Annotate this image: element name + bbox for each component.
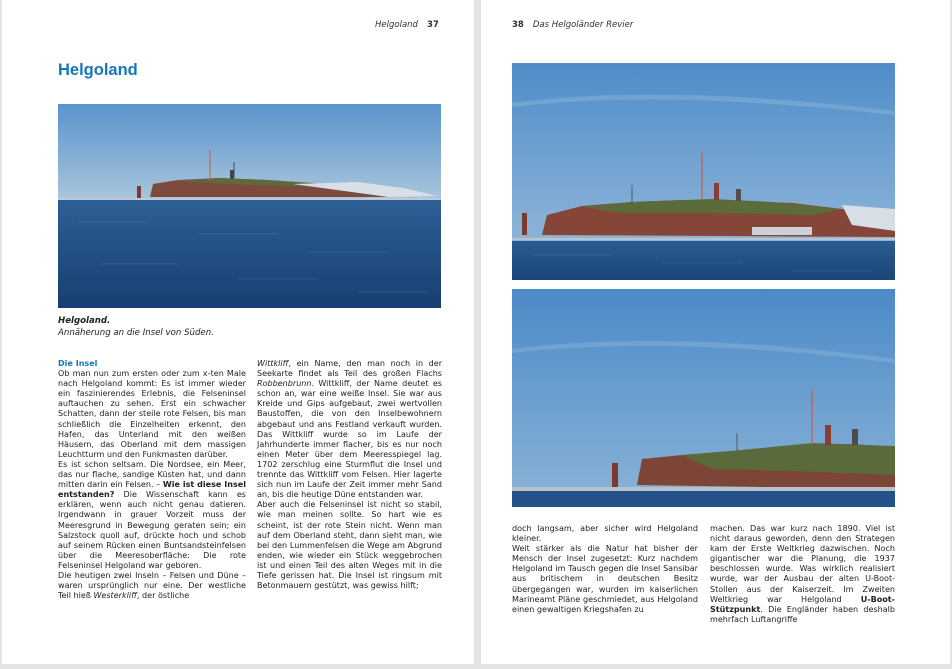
- paragraph-text: , der östliche: [136, 591, 190, 601]
- paragraph-text: . Die Engländer haben deshalb mehrfach Luftangriffe: [710, 604, 895, 624]
- paragraph-text: Weit stärker als die Natur hat bisher der Mensch der Insel zugesetzt: Kurz nachdem Helgoland im Tausch gegen die Insel Sansibar aus britischem in deutschen Besitz übergegangen war, wurden im kaiserlichen Marineamt Pläne geschmiedet, aus Helgoland einen gewaltigen Kriegshafen zu: [512, 544, 698, 614]
- photo-helgoland-top: [512, 63, 895, 280]
- paragraph-text: . Wittkliff, der Name deutet es schon an, war eine weiße Insel. Sie war aus Kreide und Gips aufgebaut, zwei wertvollen Baustoffen, die von den Inselbewohnern abgebaut und ans Festland verkauft wurden. Das Wittkliff wurde so im Laufe der Jahrhunderte immer flacher, bis es nur noch einen Meter über dem Meeresspiegel lag. 1702 zerschlug eine Sturmflut die Insel und trennte das Wittkliff vom Felsen. Hier lagerte sich nun im Laufe der Zeit immer mehr Sand an, bis die heutige Düne entstanden war.: [257, 379, 442, 500]
- text-column-4: [710, 524, 895, 625]
- paragraph: [58, 571, 246, 601]
- chapter-title: Helgoland: [58, 61, 138, 79]
- right-page: [481, 0, 950, 664]
- running-head-left: [375, 20, 439, 30]
- photo-caption: [58, 316, 214, 339]
- page-number-left: 37: [426, 20, 439, 30]
- paragraph-text: Die heutigen zwei Inseln – Felsen und Düne – waren ursprünglich nur eine. Der westliche Teil hieß: [58, 570, 246, 601]
- paragraph-text: Die Wissenschaft kann es erklären, wenn auch nicht genau datieren. Irgendwann in grauer Vorzeit muss der Meeresgrund in Bewegung geraten sein; ein Salzstock quoll auf, drückte hoch und schob auf seinem Rücken einen Buntsandsteinfelsen über die Meeresoberfläche: Die rote Felseninsel Helgoland war geboren.: [58, 490, 246, 570]
- text-column-1: [58, 359, 246, 601]
- paragraph: [58, 460, 246, 571]
- paragraph-text: Ob man nun zum ersten oder zum x-ten Male nach Helgoland kommt: Es ist immer wieder ein faszinierendes Erlebnis, die Felseninsel auftauchen zu sehen. Erst ein schwacher Schatten, dann der steile rote Felsen, bis man schließlich die Einzelheiten erkennt, den Hafen, das Unterland mit den weißen Häusern, das Oberland mit dem massigen Leuchtturm und den Funkmasten darüber.: [58, 369, 246, 459]
- photo-graphic: [58, 104, 441, 308]
- text-column-3: [512, 524, 698, 615]
- running-head-title: Das Helgoländer Revier: [532, 20, 634, 30]
- subheading: Die Insel: [58, 359, 98, 368]
- paragraph: [257, 359, 442, 500]
- photo-graphic: [512, 63, 895, 280]
- photo-graphic: [512, 289, 895, 507]
- running-head-right: [512, 20, 633, 30]
- caption-title: Helgoland.: [58, 316, 111, 326]
- paragraph-text: Es ist schon seltsam. Die Nordsee, ein Meer, das nur flache, sandige Küsten hat, und dann mitten darin ein Felsen. –: [58, 459, 246, 490]
- italic-name: Robbenbrunn: [257, 379, 312, 389]
- paragraph-text: , ein Name, den man noch in der Seekarte findet als Teil des großen Flachs: [257, 359, 442, 379]
- left-page: [2, 0, 474, 664]
- caption-text: Annäherung an die Insel von Süden.: [58, 327, 214, 338]
- italic-name: Westerkliff: [93, 591, 137, 601]
- page-number-right: 38: [512, 20, 524, 30]
- paragraph-text: doch langsam, aber sicher wird Helgoland kleiner.: [512, 524, 698, 544]
- photo-helgoland-bottom: [512, 289, 895, 507]
- running-head-title: Helgoland: [375, 20, 418, 30]
- paragraph: [257, 500, 442, 591]
- photo-helgoland-south: [58, 104, 441, 308]
- paragraph: [512, 524, 698, 544]
- text-column-2: [257, 359, 442, 591]
- paragraph: [58, 359, 246, 460]
- paragraph-text: Aber auch die Felseninsel ist nicht so stabil, wie man meinen sollte. So hart wie es scheint, ist der rote Stein nicht. Wenn man auf dem Oberland steht, dann sieht man, wie bei den Lummenfelsen die Wege am Abgrund enden, wie wieder ein Stück weggebrochen ist und einen Teil des alten Weges mit in die Tiefe gerissen hat. Die Insel ist ringsum mit Betonmauern gestützt, was gewiss hilft;: [257, 500, 442, 591]
- paragraph: [512, 544, 698, 615]
- italic-name: Wittkliff: [257, 359, 289, 368]
- bold-term: U-Boot-Stützpunkt: [710, 594, 895, 614]
- paragraph: [710, 524, 895, 625]
- paragraph-text: machen. Das war kurz nach 1890. Viel ist nicht daraus geworden, denn den Strategen kam der Erste Weltkrieg dazwischen. Noch gigantischer war die Planung, die 1937 beschlossen wurde. Was wirklich realisiert wurde, war der Ausbau der alten U-Boot-Stollen aus der Kaiserzeit. Im Zweiten Weltkrieg war Helgoland: [710, 524, 895, 604]
- bold-question: Wie ist diese Insel entstanden?: [58, 480, 246, 500]
